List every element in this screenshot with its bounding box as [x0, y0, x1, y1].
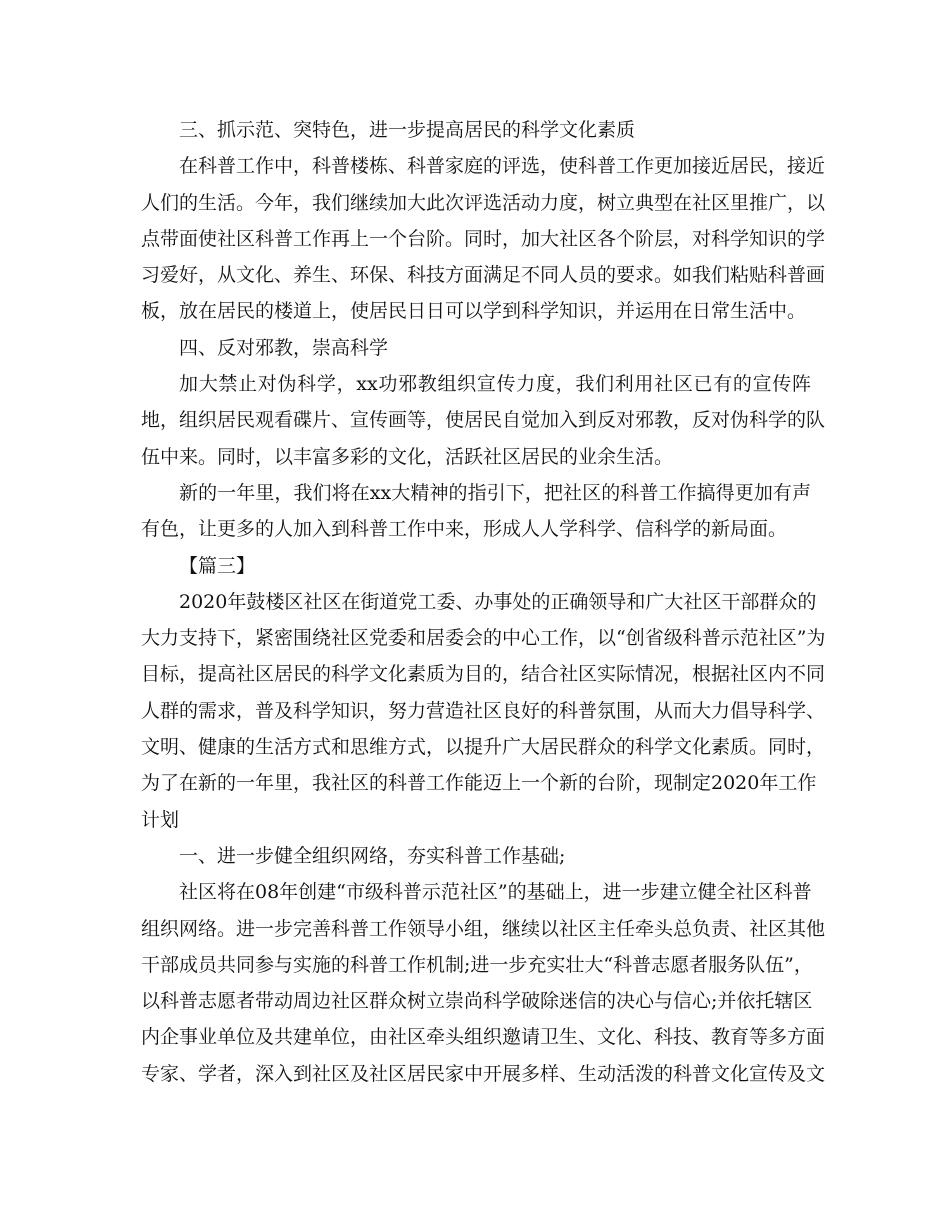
- text-line: 社区将在08年创建“市级科普示范社区”的基础上，进一步建立健全社区科普: [179, 881, 812, 904]
- text-line: 人们的生活。今年，我们继续加大此次评选活动力度，树立典型在社区里推广，以: [141, 191, 826, 214]
- text-line: 目标，提高社区居民的科学文化素质为目的，结合社区实际情况，根据社区内不同: [141, 663, 826, 686]
- text-line: 组织网络。进一步完善科普工作领导小组，继续以社区主任牵头总负责、社区其他: [141, 917, 826, 940]
- document-page: [141, 112, 826, 1092]
- text-line: 有色，让更多的人加入到科普工作中来，形成人人学科学、信科学的新局面。: [141, 518, 788, 541]
- text-line: 三、抓示范、突特色，进一步提高居民的科学文化素质: [179, 119, 636, 141]
- text-line: 人群的需求，普及科学知识，努力营造社区良好的科普氛围，从而大力倡导科学、: [141, 699, 826, 722]
- text-line: 习爱好，从文化、养生、环保、科技方面满足不同人员的要求。如我们粘贴科普画: [141, 264, 826, 287]
- text-line: 地，组织居民观看碟片、宣传画等，使居民自觉加入到反对邪教，反对伪科学的队: [141, 409, 826, 432]
- text-line: 板，放在居民的楼道上，使居民日日可以学到科学知识，并运用在日常生活中。: [141, 300, 807, 323]
- text-line: 文明、健康的生活方式和思维方式，以提升广大居民群众的科学文化素质。同时，: [141, 736, 826, 759]
- text-line: 伍中来。同时，以丰富多彩的文化，活跃社区居民的业余生活。: [141, 445, 674, 468]
- text-line: 内企事业单位及共建单位，由社区牵头组织邀请卫生、文化、科技、教育等多方面: [141, 1026, 826, 1049]
- text-line: 专家、学者，深入到社区及社区居民家中开展多样、生动活泼的科普文化宣传及文: [141, 1062, 826, 1085]
- text-line: 为了在新的一年里，我社区的科普工作能迈上一个新的台阶，现制定2020年工作: [141, 772, 817, 795]
- text-line: 以科普志愿者带动周边社区群众树立崇尚科学破除迷信的决心与信心;并依托辖区: [141, 990, 813, 1013]
- text-line: 一、进一步健全组织网络，夯实科普工作基础;: [179, 844, 566, 867]
- text-line: 四、反对邪教，崇高科学: [179, 336, 389, 359]
- text-line: 在科普工作中，科普楼栋、科普家庭的评选，使科普工作更加接近居民，接近: [179, 155, 826, 178]
- text-line: 计划: [141, 808, 180, 831]
- text-line: 2020年鼓楼区社区在街道党工委、办事处的正确领导和广大社区干部群众的: [179, 590, 817, 613]
- text-line: 加大禁止对伪科学，xx功邪教组织宣传力度，我们利用社区已有的宣传阵: [179, 373, 811, 396]
- text-line: 【篇三】: [179, 554, 256, 577]
- text-line: 新的一年里，我们将在xx大精神的指引下，把社区的科普工作搞得更加有声: [179, 481, 811, 504]
- text-line: 点带面使社区科普工作再上一个台阶。同时，加大社区各个阶层，对科学知识的学: [141, 227, 826, 250]
- text-line: 大力支持下，紧密围绕社区党委和居委会的中心工作，以“创省级科普示范社区”为: [141, 627, 826, 650]
- text-line: 干部成员共同参与实施的科普工作机制;进一步充实壮大“科普志愿者服务队伍”，: [141, 953, 813, 976]
